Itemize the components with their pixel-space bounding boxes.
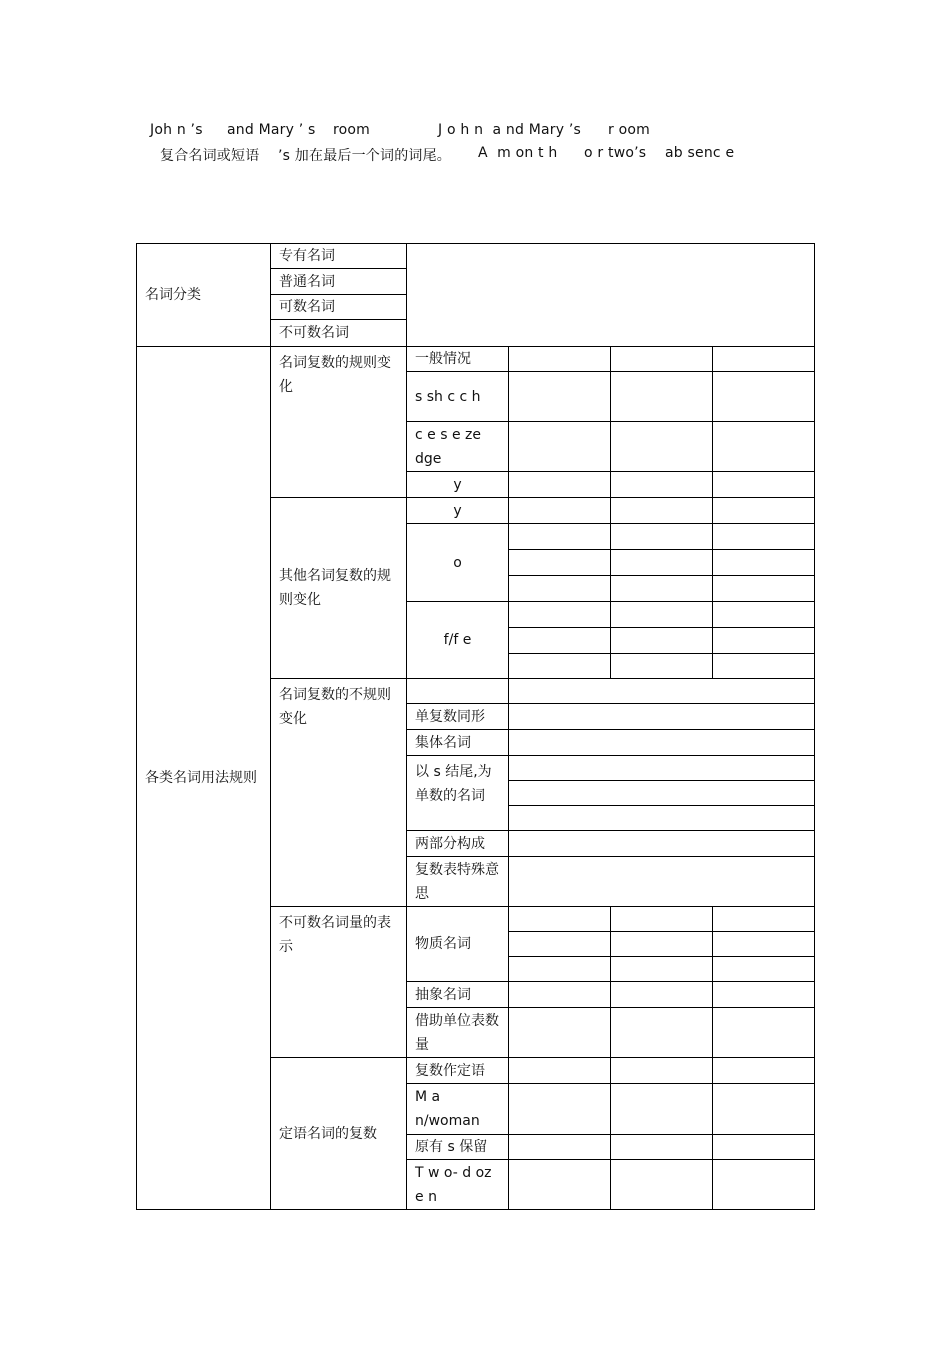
blank-cell[interactable] <box>611 1160 713 1210</box>
blank-cell[interactable] <box>509 1008 611 1058</box>
blank-cell[interactable] <box>713 1058 815 1084</box>
blank-cell[interactable] <box>509 679 815 704</box>
blank-cell[interactable] <box>611 422 713 472</box>
header-line-2 <box>160 145 735 241</box>
blank-cell[interactable] <box>509 422 611 472</box>
blank-cell[interactable] <box>509 781 815 806</box>
blank-cell[interactable] <box>713 602 815 628</box>
blank-cell[interactable] <box>713 1160 815 1210</box>
blank-cell[interactable] <box>713 654 815 679</box>
blank-cell[interactable] <box>611 472 713 498</box>
table-row <box>137 347 815 372</box>
blank-cell[interactable] <box>509 654 611 679</box>
blank-cell[interactable] <box>713 1008 815 1058</box>
blank-cell[interactable] <box>611 372 713 422</box>
rule-cell: 一般情况 <box>407 347 509 372</box>
blank-cell[interactable] <box>509 957 611 982</box>
blank-cell[interactable] <box>509 498 611 524</box>
header-text: o r two’s <box>584 145 647 161</box>
noun-rules-table <box>136 243 815 1210</box>
classification-label: 名词分类 <box>137 244 271 347</box>
header-text: and Mary ’ s <box>227 122 316 138</box>
blank-cell[interactable] <box>509 932 611 957</box>
blank-cell[interactable] <box>713 957 815 982</box>
blank-cell[interactable] <box>509 831 815 857</box>
header-text: ab senc e <box>665 145 735 161</box>
rule-cell: 集体名词 <box>407 730 509 756</box>
blank-cell[interactable] <box>509 1058 611 1084</box>
blank-cell[interactable] <box>611 982 713 1008</box>
rule-cell: y <box>407 472 509 498</box>
blank-cell[interactable] <box>611 602 713 628</box>
blank-cell[interactable] <box>713 347 815 372</box>
rule-cell: T w o- d oz e n <box>407 1160 509 1210</box>
header-text: r oom <box>608 122 650 138</box>
blank-cell[interactable] <box>713 576 815 602</box>
blank-cell[interactable] <box>509 1160 611 1210</box>
blank-cell[interactable] <box>611 932 713 957</box>
blank-cell[interactable] <box>713 932 815 957</box>
rule-cell: 原有 s 保留 <box>407 1135 509 1160</box>
rule-cell: f/f e <box>407 602 509 679</box>
blank-cell[interactable] <box>611 628 713 654</box>
blank-cell[interactable] <box>509 550 611 576</box>
rule-cell <box>407 679 509 704</box>
rule-cell: 复数表特殊意思 <box>407 857 509 907</box>
blank-cell[interactable] <box>509 472 611 498</box>
blank-cell[interactable] <box>611 1058 713 1084</box>
blank-cell[interactable] <box>713 472 815 498</box>
blank-cell[interactable] <box>611 576 713 602</box>
noun-type-cell: 不可数名词 <box>271 320 407 347</box>
rule-cell: y <box>407 498 509 524</box>
blank-cell[interactable] <box>713 550 815 576</box>
noun-type-cell: 普通名词 <box>271 269 407 295</box>
blank-cell[interactable] <box>509 628 611 654</box>
regular-plural-label: 名词复数的规则变化 <box>271 347 407 498</box>
rule-cell: 抽象名词 <box>407 982 509 1008</box>
blank-cell[interactable] <box>509 347 611 372</box>
rule-cell: 单复数同形 <box>407 704 509 730</box>
header-text: ’s 加在最后一个词的词尾。 <box>278 148 451 164</box>
rule-cell: o <box>407 524 509 602</box>
blank-cell[interactable] <box>713 422 815 472</box>
blank-cell[interactable] <box>611 524 713 550</box>
table-row <box>137 244 815 269</box>
blank-cell[interactable] <box>407 244 815 347</box>
rule-cell: M a n/woman <box>407 1084 509 1135</box>
blank-cell[interactable] <box>611 1008 713 1058</box>
blank-cell[interactable] <box>713 1135 815 1160</box>
blank-cell[interactable] <box>509 372 611 422</box>
attributive-label: 定语名词的复数 <box>271 1058 407 1210</box>
blank-cell[interactable] <box>509 806 815 831</box>
blank-cell[interactable] <box>509 602 611 628</box>
header-text: 复合名词或短语 <box>160 148 260 164</box>
blank-cell[interactable] <box>509 524 611 550</box>
irregular-plural-label: 名词复数的不规则变化 <box>271 679 407 907</box>
blank-cell[interactable] <box>713 524 815 550</box>
blank-cell[interactable] <box>509 704 815 730</box>
rule-cell: 两部分构成 <box>407 831 509 857</box>
blank-cell[interactable] <box>509 730 815 756</box>
rules-label: 各类名词用法规则 <box>137 347 271 1210</box>
blank-cell[interactable] <box>713 982 815 1008</box>
blank-cell[interactable] <box>713 907 815 932</box>
blank-cell[interactable] <box>509 982 611 1008</box>
rule-cell: 物质名词 <box>407 907 509 982</box>
blank-cell[interactable] <box>509 1135 611 1160</box>
blank-cell[interactable] <box>611 957 713 982</box>
blank-cell[interactable] <box>713 628 815 654</box>
rule-cell: c e s e ze dge <box>407 422 509 472</box>
noun-type-cell: 专有名词 <box>271 244 407 269</box>
header-text: room <box>333 122 371 138</box>
header-text: J o h n a nd Mary ’s <box>438 122 582 138</box>
blank-cell[interactable] <box>611 1135 713 1160</box>
uncountable-label: 不可数名词量的表示 <box>271 907 407 1058</box>
rule-cell: 复数作定语 <box>407 1058 509 1084</box>
blank-cell[interactable] <box>509 907 611 932</box>
blank-cell[interactable] <box>713 372 815 422</box>
blank-cell[interactable] <box>611 907 713 932</box>
blank-cell[interactable] <box>611 347 713 372</box>
blank-cell[interactable] <box>509 756 815 781</box>
blank-cell[interactable] <box>611 498 713 524</box>
blank-cell[interactable] <box>611 550 713 576</box>
blank-cell[interactable] <box>713 1084 815 1135</box>
blank-cell[interactable] <box>509 576 611 602</box>
noun-type-cell: 可数名词 <box>271 295 407 320</box>
rule-cell: s sh c c h <box>407 372 509 422</box>
blank-cell[interactable] <box>611 1084 713 1135</box>
header-text: Joh n ’s <box>150 122 203 138</box>
blank-cell[interactable] <box>611 654 713 679</box>
header-text: A m on t h <box>478 145 558 161</box>
rule-cell: 借助单位表数量 <box>407 1008 509 1058</box>
other-plural-label: 其他名词复数的规则变化 <box>271 498 407 679</box>
rule-cell: 以 s 结尾,为单数的名词 <box>407 756 509 831</box>
blank-cell[interactable] <box>509 857 815 907</box>
blank-cell[interactable] <box>509 1084 611 1135</box>
blank-cell[interactable] <box>713 498 815 524</box>
